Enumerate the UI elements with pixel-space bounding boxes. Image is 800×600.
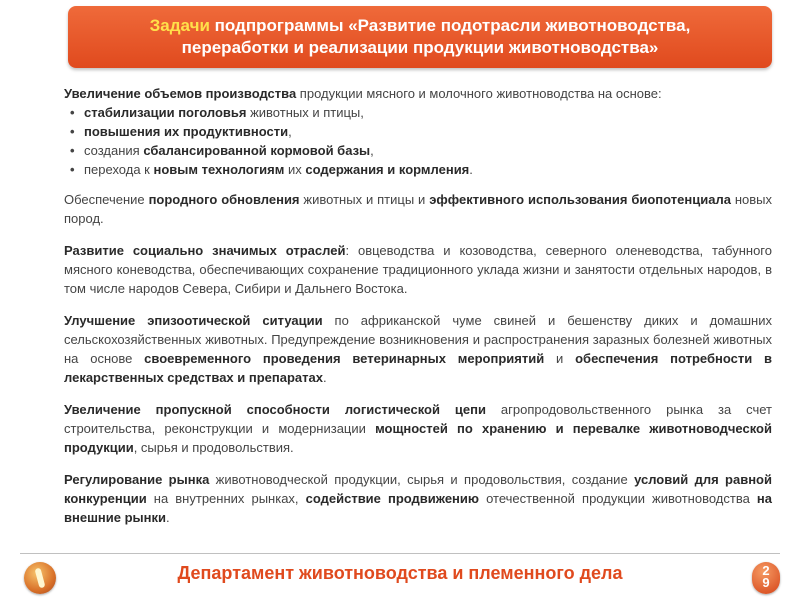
text: . xyxy=(166,510,170,525)
text: . xyxy=(469,162,473,177)
bold-text: содействие продвижению xyxy=(305,491,480,506)
bold-text: Улучшение эпизоотической ситуации xyxy=(64,313,323,328)
bullet-icon: • xyxy=(70,162,75,177)
bold-text: новым технологиям xyxy=(153,162,285,177)
title-line-2: переработки и реализации продукции животноводства» xyxy=(181,38,659,57)
text: : овцеводства и козоводства, северного оленеводства, табунного мясного коневодства, обеспечивающих сохранение традиционного уклада жизни и занятости отдельных народов, в том числе народов Севера, Сибири и Дальнего Востока. xyxy=(64,243,772,296)
sub-item-feed-base xyxy=(64,141,772,160)
sub-item-stabilization xyxy=(64,103,772,122)
slide-title xyxy=(68,6,772,68)
bold-text: содержания и кормления xyxy=(305,162,470,177)
bold-text: повышения их продуктивности xyxy=(84,124,289,139)
bold-text: мощностей по хранению и перевалке животноводческой продукции xyxy=(64,421,772,455)
text: создания xyxy=(84,143,144,158)
task-item-breed-renewal xyxy=(44,190,772,228)
text: новых пород. xyxy=(64,192,772,226)
bold-text: обеспечения потребности в лекарственных средствах и препаратах xyxy=(64,351,772,385)
department-name: Департамент животноводства и племенного дела xyxy=(177,563,623,583)
task-item-market-regulation xyxy=(44,470,772,527)
footer-divider xyxy=(20,553,780,554)
bold-text: Регулирование рынка xyxy=(64,472,210,487)
text: перехода к xyxy=(84,162,154,177)
bold-text: эффективного использования биопотенциала xyxy=(429,192,731,207)
text: на внутренних рынках, xyxy=(146,491,306,506)
task-list xyxy=(44,84,772,540)
page-number-digit: 9 xyxy=(762,575,770,590)
bold-text: на внешние рынки xyxy=(64,491,772,525)
text: животных и птицы, xyxy=(246,105,364,120)
bold-text: Развитие социально значимых отраслей xyxy=(64,243,346,258)
text: агропродовольственного рынка за счет строительства, реконструкции и модернизации xyxy=(64,402,772,436)
text: . xyxy=(322,370,327,385)
text: по африканской чуме свиней и бешенству диких и домашних сельскохозяйственных животных. Предупреждение возникновения и распространения заразных болезней животных на основе xyxy=(64,313,772,366)
title-highlight: Задачи xyxy=(149,16,210,35)
page-number-digit: 2 xyxy=(762,563,770,578)
title-line-1 xyxy=(68,15,772,37)
bold-text: Увеличение объемов производства xyxy=(64,86,297,101)
bullet-icon: • xyxy=(70,143,75,158)
title-line-1-rest: подпрограммы «Развитие подотрасли животноводства, xyxy=(209,16,691,35)
text: отечественной продукции животноводства xyxy=(479,491,757,506)
text: продукции мясного и молочного животноводства на основе: xyxy=(296,86,662,101)
bullet-icon: • xyxy=(70,105,75,120)
bold-text: стабилизации поголовья xyxy=(84,105,247,120)
task-item-logistics xyxy=(44,400,772,457)
bold-text: условий для равной конкуренции xyxy=(64,472,772,506)
bold-text: породного обновления xyxy=(148,192,300,207)
text: , сырья и продовольствия. xyxy=(133,440,294,455)
task-production-intro xyxy=(64,84,772,103)
bullet-icon: • xyxy=(70,124,75,139)
task-item-production xyxy=(44,84,772,179)
bold-text: своевременного проведения ветеринарных мероприятий xyxy=(144,351,545,366)
bold-text: Увеличение пропускной способности логистической цепи xyxy=(64,402,486,417)
text: их xyxy=(284,162,306,177)
bold-text: сбалансированной кормовой базы xyxy=(143,143,371,158)
text: животноводческой продукции, сырья и продовольствия, создание xyxy=(209,472,635,487)
text: животных и птицы и xyxy=(299,192,430,207)
page-number-badge xyxy=(752,562,780,594)
sub-item-productivity xyxy=(64,122,772,141)
text: , xyxy=(370,143,374,158)
text: , xyxy=(288,124,292,139)
text: и xyxy=(544,351,576,366)
sub-item-technologies xyxy=(64,160,772,179)
task-item-epizootic xyxy=(44,311,772,387)
text: Обеспечение xyxy=(64,192,149,207)
task-item-social-sectors xyxy=(44,241,772,298)
